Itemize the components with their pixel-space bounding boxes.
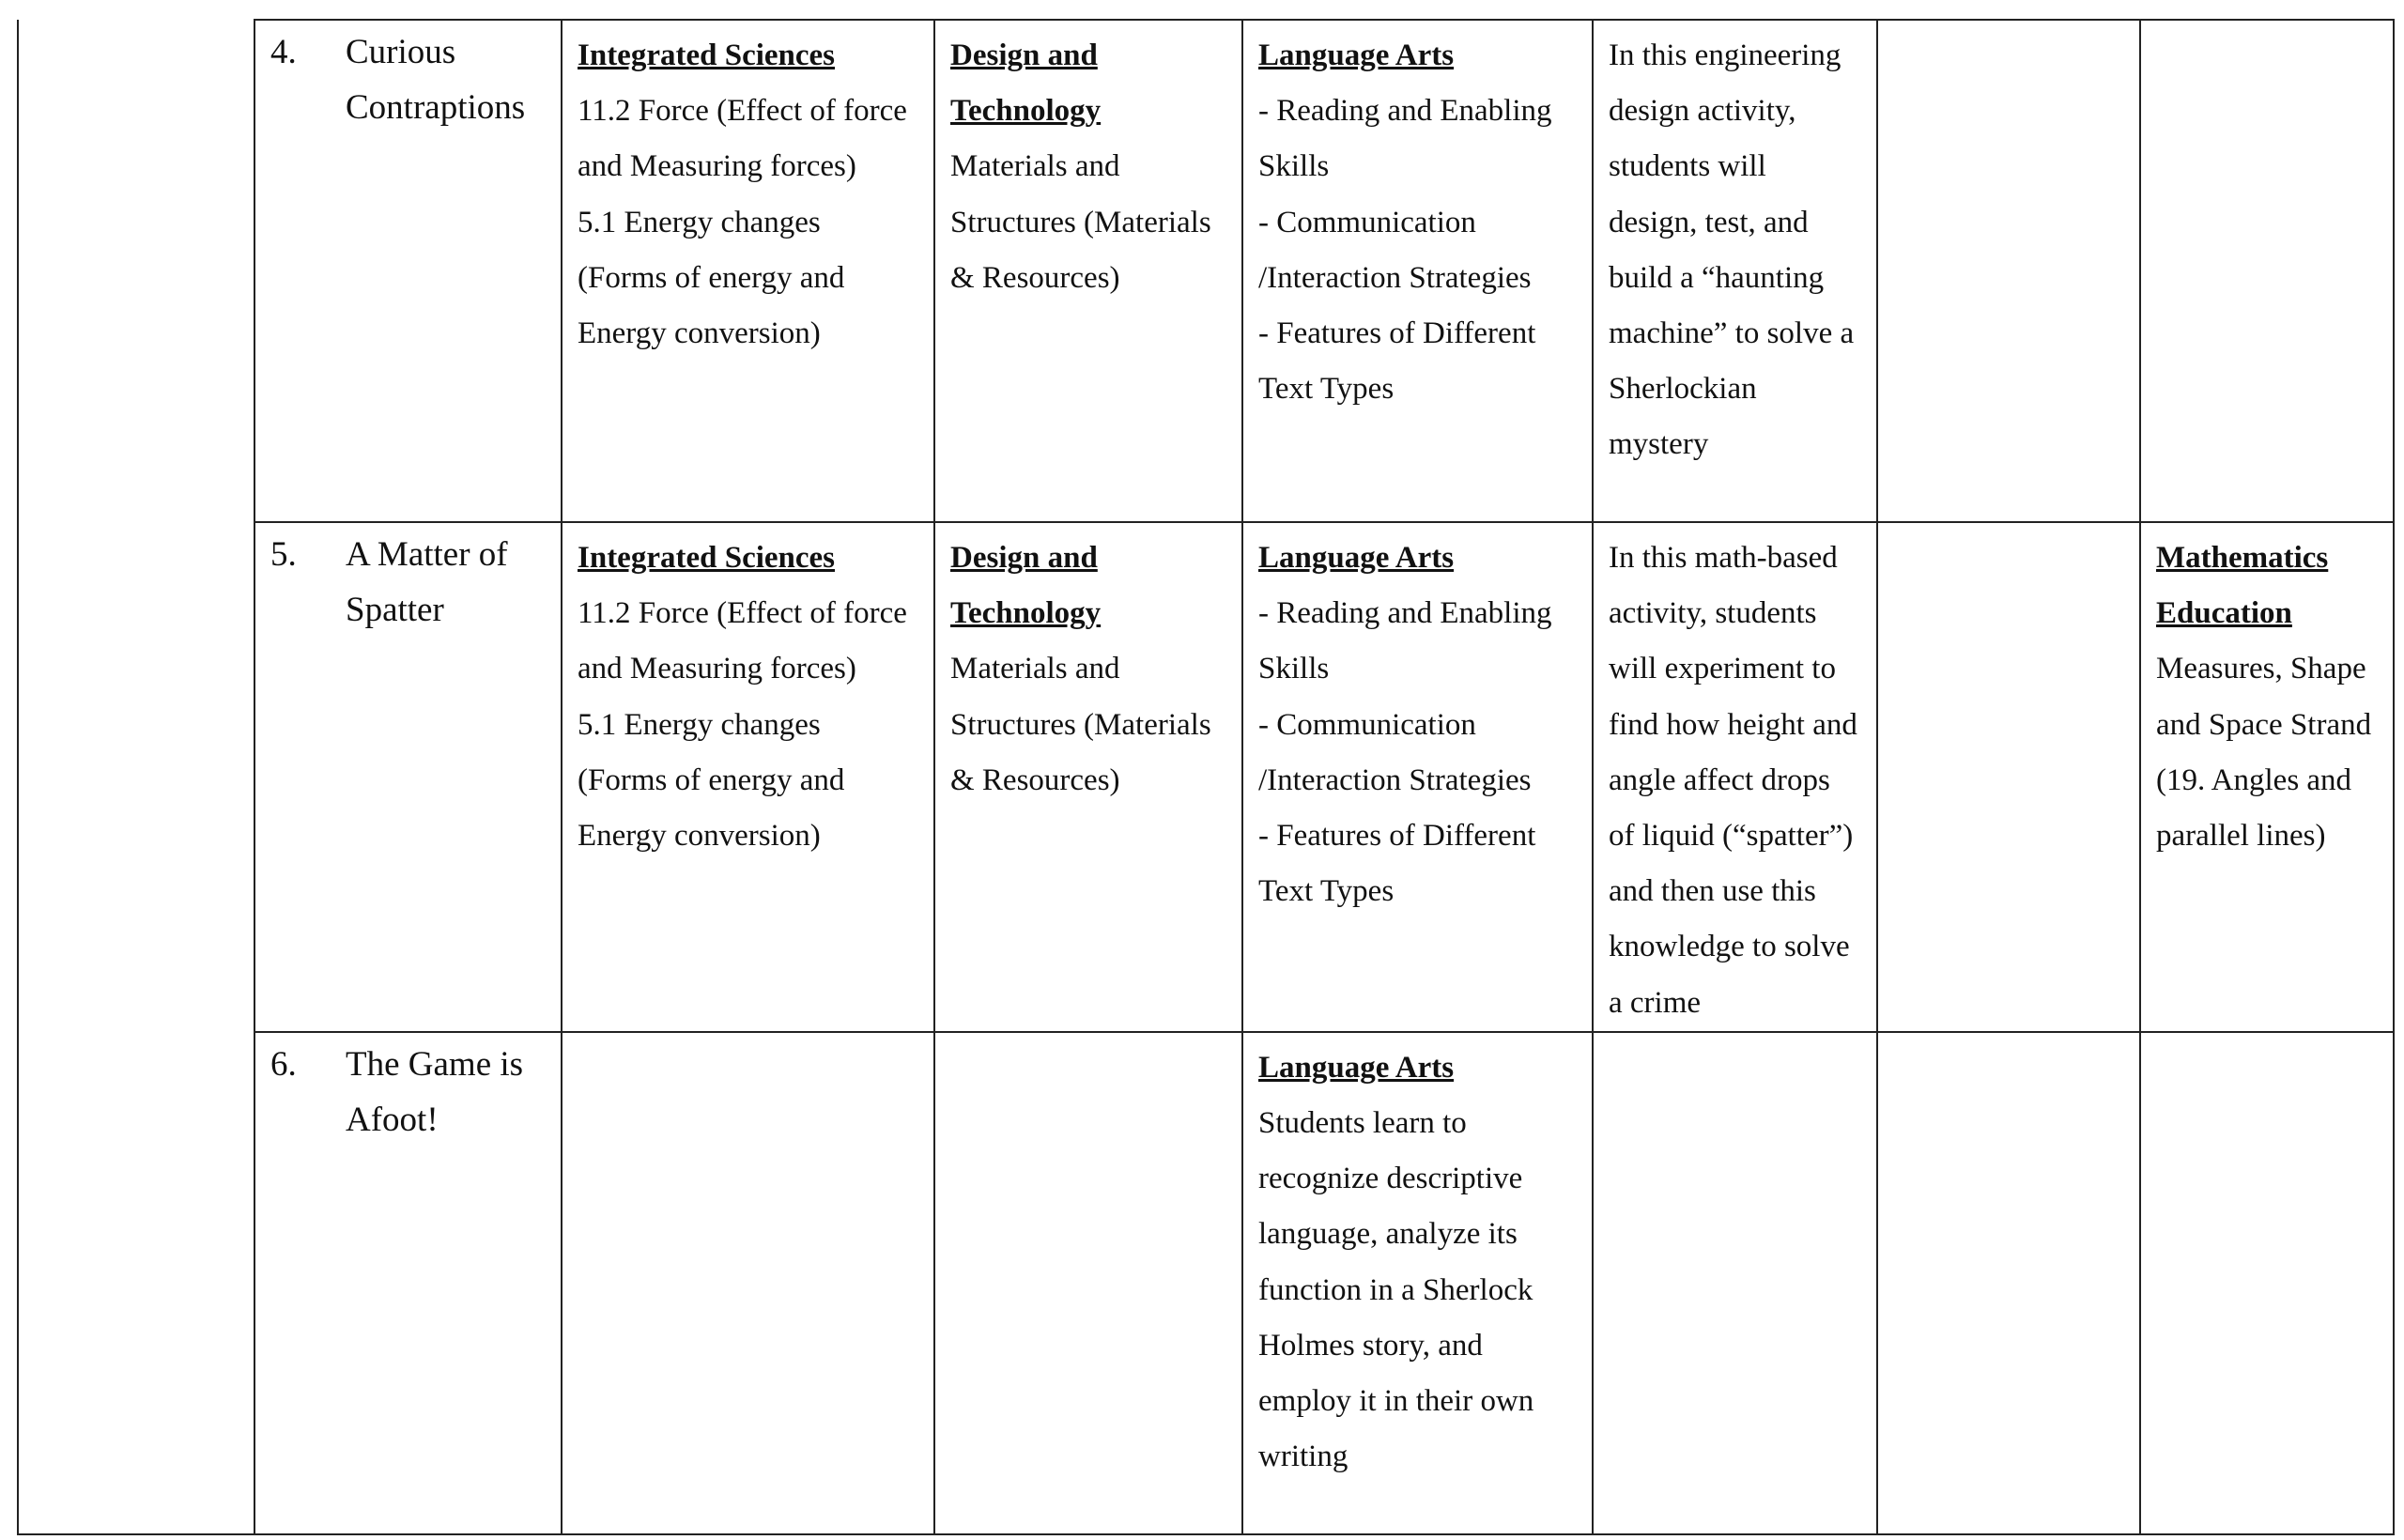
technology-text: Materials and Structures (Materials & Resources) [950,652,1211,797]
extra-cell [1877,522,2140,1032]
blank-left-column [18,20,254,1534]
table-row [18,20,2394,522]
technology-text: Materials and Structures (Materials & Resources) [950,149,1211,295]
science-heading: Integrated Sciences [578,541,836,575]
language-cell [1242,522,1593,1032]
science-text: 11.2 Force (Effect of force and Measuring forces) 5.1 Energy changes (Forms of energy and Energy conversion) [578,596,907,854]
language-cell [1242,1032,1593,1534]
table-row [18,522,2394,1032]
activity-title-cell [254,522,562,1032]
description-text: In this engineering design activity, students will design, test, and build a “haunting machine” to solve a Sherlockian mystery [1609,38,1855,462]
activity-number: 5. [270,535,297,574]
activity-title: The Game is Afoot! [346,1044,524,1140]
description-cell [1593,20,1877,522]
activity-title: Curious Contraptions [346,33,526,128]
math-cell [2140,20,2394,522]
science-cell [562,20,934,522]
activity-number: 6. [270,1044,297,1084]
math-heading: Mathematics Education [2156,541,2329,631]
activity-title: A Matter of Spatter [346,535,508,630]
science-text: 11.2 Force (Effect of force and Measuring forces) 5.1 Energy changes (Forms of energy and Energy conversion) [578,94,907,351]
language-heading: Language Arts [1258,1050,1455,1085]
activity-number: 4. [270,33,297,71]
activity-title-cell [254,20,562,522]
language-cell [1242,20,1593,522]
description-cell [1593,1032,1877,1534]
extra-cell [1877,20,2140,522]
extra-cell [1877,1032,2140,1534]
math-cell [2140,1032,2394,1534]
science-cell [562,522,934,1032]
technology-heading: Design and Technology [950,541,1102,631]
technology-heading: Design and Technology [950,38,1102,129]
curriculum-table [17,19,2395,1535]
language-text: Students learn to recognize descriptive language, analyze its function in a Sherlock Holmes story, and employ it in their own writing [1258,1106,1534,1474]
language-text: - Reading and Enabling Skills - Communication /Interaction Strategies - Features of Different Text Types [1258,94,1552,407]
description-cell [1593,522,1877,1032]
activity-title-cell [254,1032,562,1534]
language-heading: Language Arts [1258,541,1455,575]
description-text: In this math-based activity, students will experiment to find how height and angle affect drops of liquid (“spatter”) and then use this knowledge to solve a crime [1609,541,1857,1020]
technology-cell [934,20,1242,522]
language-text: - Reading and Enabling Skills - Communication /Interaction Strategies - Features of Different Text Types [1258,596,1552,909]
technology-cell [934,522,1242,1032]
technology-cell [934,1032,1242,1534]
math-text: Measures, Shape and Space Strand (19. Angles and parallel lines) [2156,652,2372,854]
table-row [18,1032,2394,1534]
science-heading: Integrated Sciences [578,38,836,72]
math-cell [2140,522,2394,1032]
language-heading: Language Arts [1258,38,1455,72]
science-cell [562,1032,934,1534]
